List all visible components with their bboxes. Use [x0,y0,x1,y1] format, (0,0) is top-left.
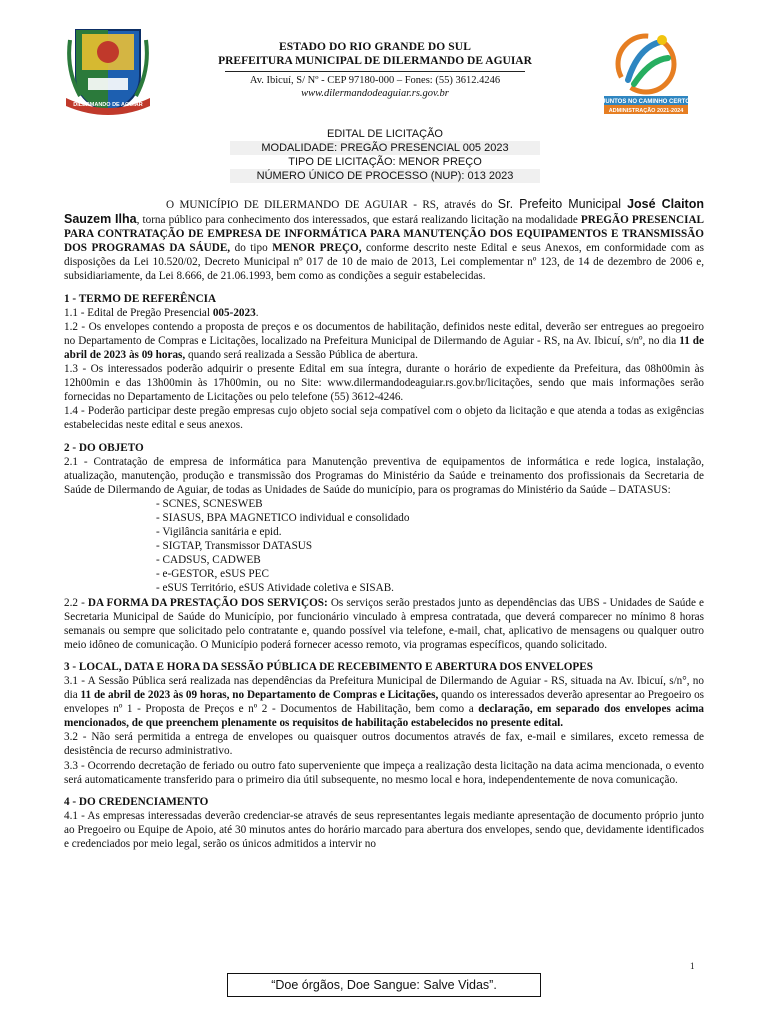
list-item: - SIGTAP, Transmissor DATASUS [156,540,313,553]
section-3-title: 3 - LOCAL, DATA E HORA DA SESSÃO PÚBLICA DE RECEBIMENTO E ABERTURA DOS ENVELOPES [64,660,593,673]
section-2-title: 2 - DO OBJETO [64,441,144,454]
intro-text-2: , torna público para conhecimento dos interessados, que estará realizando licitação na modalidade [136,214,581,227]
intro-type: MENOR PREÇO, [272,242,362,255]
header-divider [225,71,525,72]
clause-3-3: 3.3 - Ocorrendo decretação de feriado ou outro fato superveniente que impeça a realização desta licitação na data acima mencionada, o evento será automaticamente transferido para o primeiro dia útil subsequente, no mesmo local e hora, independentemente de nova comunicação. [64,759,704,786]
clause-text: quando os interessados deverão apresentar ao Pregoeiro os envelopes nº 1 - Proposta de Preços e nº 2 - Documentos de Habilitação, bem como a [64,689,705,716]
prefeitura-name: PREFEITURA MUNICIPAL DE DILERMANDO DE AGUIAR [218,55,532,67]
spacer [64,652,704,660]
edital-processo: NÚMERO ÚNICO DE PROCESSO (NUP): 013 2023 [230,169,540,183]
spacer [64,433,704,441]
clause-text: . [255,306,259,319]
clause-2-2 [64,596,704,652]
administration-logo [598,28,694,116]
edital-title: EDITAL DE LICITAÇÃO [327,128,443,140]
clause-bold: declaração, em separado dos envelopes acima mencionados, de que preenchem plenamente os requisitos de habilitação estabelecidos no presente edital. [64,703,704,730]
clause-bold: 11 de abril de 2023 às 09 horas, [64,334,704,361]
letterhead [0,14,770,114]
clause-bold: DA FORMA DA PRESTAÇÃO DOS SERVIÇOS: [87,596,328,609]
list-item: - e-GESTOR, eSUS PEC [156,568,269,581]
clause-text: 3.1 - A Sessão Pública será realizada nas dependências da Prefeitura Municipal de Dilermando de Aguiar - RS, situada na Av. Ibicuí, s/n°, no dia [64,675,704,702]
page-number: 1 [690,961,695,971]
clause-4-1: 4.1 - As empresas interessadas deverão credenciar-se através de seus representantes legais mediante apresentação de documento próprio junto ao Pregoeiro ou Equipe de Apoio, até 30 minutos antes do horário marcado para abertura dos envelopes, sendo que, devidamente identificados e credenciados por meio legal, serão os únicos admitidos a intervir no [64,809,704,851]
spacer [64,787,704,795]
address: Av. Ibicuí, S/ Nº - CEP 97180-000 – Fones: (55) 3612.4246 [249,75,501,86]
svg-text:ADMINISTRAÇÃO 2021-2024: ADMINISTRAÇÃO 2021-2024 [608,108,684,114]
clause-3-2: 3.2 - Não será permitida a entrega de envelopes ou quaisquer outros documentos através de fax, e-mail e similares, exceto remessa de desistência de recurso administrativo. [64,731,704,758]
clause-text: 1.2 - Os envelopes contendo a proposta de preços e os documentos de habilitação, definidos neste edital, deverão ser entregues ao pregoeiro no Departamento de Compras e Licitações, localizado na Prefeitura Municipal de Dilermando de Aguiar - RS, na Av. Ibicuí, s/nº, no dia [64,320,704,347]
section-1-title: 1 - TERMO DE REFERÊNCIA [64,292,217,305]
clause-bold: 11 de abril de 2023 às 09 horas, no Departamento de Compras e Licitações, [80,689,439,702]
document-body [64,197,704,851]
mayor-title: Sr. Prefeito Municipal [497,197,628,211]
mayor-name: José Claiton Sauzem Ilha [64,197,704,227]
municipal-crest-logo [66,20,150,116]
edital-heading [230,127,540,183]
edital-modalidade: MODALIDADE: PREGÃO PRESENCIAL 005 2023 [230,141,540,155]
clause-2-1: 2.1 - Contratação de empresa de informática para Manutenção preventiva de equipamentos de informática e rede logica, instalação, atualização, manutenção, produção e transmissão dos Programas do Ministério da Saúde e treinamento dos profissionais da Secretaria de Saúde de Dilermando de Aguiar, de todas as Unidades de Saúde do município, para os programas do Ministério da Saúde – DATASUS: [64,455,704,496]
list-item: - SIASUS, BPA MAGNETICO individual e consolidado [156,511,410,524]
edital-tipo: TIPO DE LICITAÇÃO: MENOR PREÇO [288,156,482,168]
intro-text: O MUNICÍPIO DE DILERMANDO DE AGUIAR - RS, através do [166,199,498,211]
clause-1-4: 1.4 - Poderão participar deste pregão empresas cujo objeto social seja compatível com o objeto da licitação e que atenda a todas as exigências estabelecidas neste edital e seus anexos. [64,405,704,432]
clause-1-2 [64,320,704,362]
list-item: - eSUS Território, eSUS Atividade coletiva e SISAB. [156,582,394,595]
program-list [64,497,704,596]
clause-text: Os serviços serão prestados junto as dependências das UBS - Unidades de Saúde e Secretaria Municipal de Saúde do Município, por funcionário vinculado à empresa contratada, que deverá comparecer no mínimo 8 horas semanais ou sempre que solicitado pelo contratante e, quando possível via telefone, e-mail, chat, aplicativo de mensagens ou qualquer outro meio idôneo de comunicação. O Município poderá fornecer acesso remoto, via programas específicos, quando solicitado. [64,596,705,651]
letterhead-text [150,40,600,100]
intro-text-3: do tipo [230,242,273,255]
clause-1-3: 1.3 - Os interessados poderão adquirir o presente Edital em sua íntegra, durante o horário de expediente da Prefeitura, das 08h00min às 12h00min e das 13h00min às 17h00min, ou no Site: www.dilermandodeaguiar.rs.gov.br/licitações, sendo que mais informações serão fornecidas no Departamento de Licitações ou pelo telefone (55) 3612-4246. [64,363,704,404]
clause-3-1 [64,674,704,730]
svg-text:DILERMANDO DE AGUIAR: DILERMANDO DE AGUIAR [73,102,143,108]
intro-paragraph [64,197,704,284]
svg-text:JUNTOS NO CAMINHO CERTO: JUNTOS NO CAMINHO CERTO [602,99,690,105]
list-item: - SCNES, SCNESWEB [156,497,263,510]
website: www.dilermandodeaguiar.rs.gov.br [301,88,449,99]
intro-object: PREGÃO PRESENCIAL PARA CONTRATAÇÃO DE EMPRESA DE INFORMÁTICA PARA MANUTENÇÃO DOS EQUIPAMENTOS E TRANSMISSÃO DOS PROGRAMAS DA SÁUDE, [64,214,704,255]
state-name: ESTADO DO RIO GRANDE DO SUL [279,41,471,53]
clause-1-1 [64,306,704,320]
clause-text: quando será realizada a Sessão Pública de abertura. [185,348,418,361]
clause-text: 1.1 - Edital de Pregão Presencial [64,306,213,319]
list-item: - CADSUS, CADWEB [156,554,261,567]
footer-slogan: “Doe órgãos, Doe Sangue: Salve Vidas”. [227,973,541,997]
spacer [64,284,704,292]
intro-text-4: conforme descrito neste Edital e seus Anexos, em conformidade com as disposições da Lei 10.520/02, Decreto Municipal nº 017 de 10 de maio de 2013, Lei complementar nº 123, de 14 de dezembro de 2006 e, subsidiariamente, da Lei 8.666, de 21.06.1993, bem como as condições a seguir estabelecidas. [64,242,704,283]
section-4-title: 4 - DO CREDENCIAMENTO [64,795,209,808]
list-item: - Vigilância sanitária e epid. [156,526,282,539]
clause-bold: 005-2023 [212,306,256,319]
clause-text: 2.2 - [64,596,88,609]
